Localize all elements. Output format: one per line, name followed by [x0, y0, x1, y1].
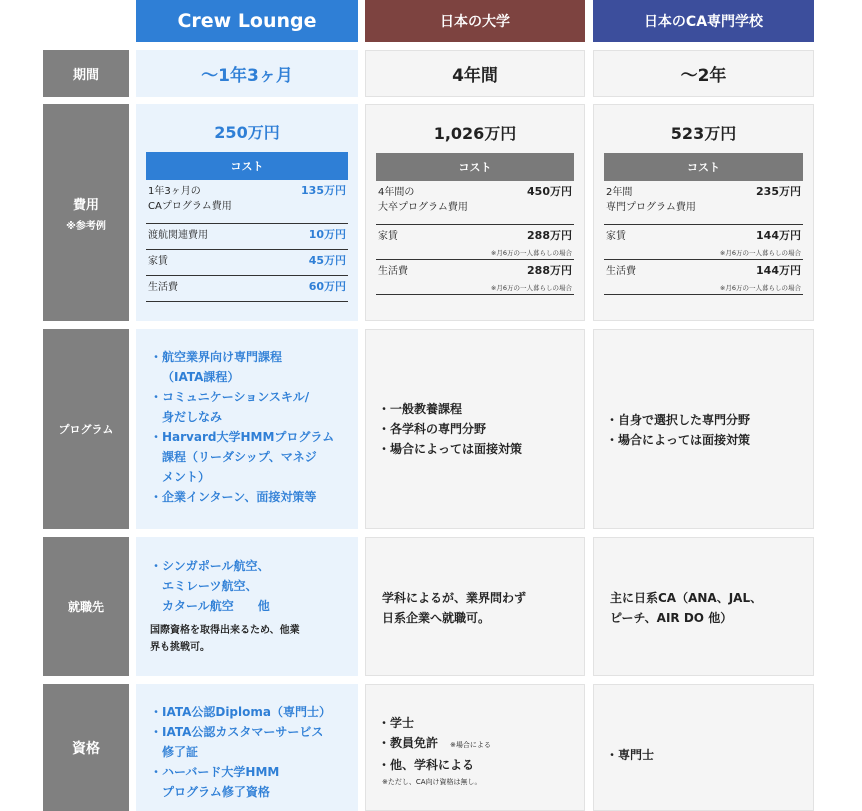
qualification-footnote: ※ただし、CA向け資格は無し。	[382, 778, 482, 786]
cost-item-amount: 45万円	[308, 254, 346, 267]
list-item: ・ハーバード大学HMM プログラム修了資格	[150, 765, 280, 799]
cost-item	[604, 225, 803, 260]
header-crew-lounge	[136, 0, 358, 42]
employment-ca-school	[593, 537, 814, 676]
list-item: ・IATA公認Diploma（専門士）	[150, 705, 331, 719]
qualification-list	[606, 745, 813, 765]
cost-total: 250万円	[214, 123, 280, 142]
qualification-crew-lounge	[136, 684, 358, 811]
header-ca-school	[593, 0, 814, 42]
list-item: ・学士	[378, 716, 415, 730]
cost-bar	[146, 152, 348, 180]
list-item: ・企業インターン、面接対策等	[150, 490, 317, 504]
qualification-list	[150, 702, 358, 802]
cost-item-amount: 60万円	[308, 280, 346, 293]
period-university	[365, 50, 585, 97]
cost-item-amount: 135万円	[301, 184, 346, 197]
list-item: ・航空業界向け専門課程 （IATA課程）	[150, 350, 283, 384]
list-item: ・自身で選択した専門分野	[606, 413, 751, 427]
list-item: ・場合によっては面接対策	[606, 433, 751, 447]
cost-item-amount: 144万円	[756, 229, 801, 242]
row-label-qualification-text: 資格	[72, 740, 100, 757]
cost-item-note: ※月6万の一人暮らしの場合	[490, 249, 572, 257]
qualification-university	[365, 684, 585, 811]
cost-item-label: 4年間の 大卒プログラム費用	[378, 187, 468, 213]
cost-item-label: 家賃	[378, 231, 398, 242]
cost-item-note: ※月6万の一人暮らしの場合	[719, 249, 801, 257]
list-item-text: ・教員免許	[378, 736, 439, 750]
cost-item-label: 生活費	[378, 266, 408, 277]
cost-bar-label: コスト	[687, 161, 720, 174]
program-university	[365, 329, 585, 529]
cost-bar	[376, 153, 574, 181]
list-item: ・コミュニケーションスキル/ 身だしなみ	[150, 390, 310, 424]
cost-crew-lounge	[136, 104, 358, 321]
list-item: ・一般教養課程	[378, 402, 463, 416]
list-item: ・シンガポール航空、 エミレーツ航空、 カタール航空 他	[150, 559, 270, 613]
cost-item-label: 1年3ヶ月の CAプログラム費用	[148, 186, 232, 212]
inline-note: ※場合による	[450, 741, 491, 749]
cost-item-amount: 235万円	[756, 185, 801, 198]
cost-item-label: 家賃	[606, 231, 626, 242]
cost-bar-label: コスト	[458, 161, 492, 174]
header-university	[365, 0, 585, 42]
program-list	[378, 399, 584, 459]
period-crew-lounge-value: 〜1年3ヶ月	[201, 66, 293, 86]
list-item: ・他、学科による	[378, 758, 475, 772]
cost-total: 1,026万円	[433, 124, 517, 143]
list-item: ・場合によっては面接対策	[378, 442, 523, 456]
cost-item	[146, 180, 348, 224]
row-label-period-text: 期間	[72, 68, 99, 83]
employment-university	[365, 537, 585, 676]
cost-item-label: 生活費	[606, 266, 636, 277]
header-crew-lounge-label: Crew Lounge	[177, 10, 317, 32]
cost-total: 523万円	[670, 124, 737, 143]
cost-item-label: 生活費	[148, 282, 178, 293]
cost-item	[146, 276, 348, 302]
cost-bar-label: コスト	[230, 160, 264, 173]
cost-item-amount: 288万円	[527, 264, 572, 277]
employment-text: 学科によるが、業界問わず 日系企業へ就職可。	[382, 591, 527, 625]
list-item	[378, 733, 584, 755]
cost-item	[146, 224, 348, 250]
cost-item-label: 渡航関連費用	[148, 230, 208, 241]
row-label-employment-text: 就職先	[67, 600, 104, 614]
period-crew-lounge	[136, 50, 358, 97]
employment-note: 国際資格を取得出来るため、他業 界も挑戦可。	[150, 625, 300, 653]
program-list	[606, 410, 813, 450]
employment-text: 主に日系CA（ANA、JAL、 ピーチ、AIR DO 他）	[610, 591, 763, 625]
list-item: ・Harvard大学HMMプログラム 課程（リーダシップ、マネジ メント）	[150, 430, 335, 484]
cost-item	[604, 181, 803, 225]
header-university-label: 日本の大学	[440, 14, 510, 30]
period-university-value: 4年間	[452, 66, 498, 86]
cost-item	[604, 260, 803, 295]
row-label-cost-text: 費用	[72, 197, 99, 213]
list-item: ・各学科の専門分野	[378, 422, 487, 436]
cost-item	[146, 250, 348, 276]
cost-item-amount: 144万円	[756, 264, 801, 277]
program-crew-lounge	[136, 329, 358, 529]
cost-ca-school	[593, 104, 814, 321]
row-label-cost	[43, 104, 129, 321]
cost-item-amount: 288万円	[527, 229, 572, 242]
row-label-qualification	[43, 684, 129, 811]
qualification-list	[378, 713, 584, 775]
period-ca-school-value: 〜2年	[680, 66, 727, 86]
employment-list	[150, 556, 358, 616]
qualification-ca-school	[593, 684, 814, 811]
row-label-program	[43, 329, 129, 529]
list-item: ・IATA公認カスタマーサービス 修了証	[150, 725, 324, 759]
period-ca-school	[593, 50, 814, 97]
cost-item	[376, 260, 574, 295]
cost-item	[376, 181, 574, 225]
cost-item-note: ※月6万の一人暮らしの場合	[719, 284, 801, 292]
cost-item-label: 2年間 専門プログラム費用	[606, 187, 696, 213]
row-label-employment	[43, 537, 129, 676]
header-ca-school-label: 日本のCA専門学校	[643, 14, 764, 30]
cost-item-amount: 450万円	[527, 185, 572, 198]
cost-item	[376, 225, 574, 260]
cost-bar	[604, 153, 803, 181]
program-ca-school	[593, 329, 814, 529]
program-list	[150, 347, 358, 507]
list-item: ・専門士	[606, 748, 655, 762]
row-label-period	[43, 50, 129, 97]
cost-item-label: 家賃	[148, 256, 168, 267]
cost-item-note: ※月6万の一人暮らしの場合	[490, 284, 572, 292]
employment-crew-lounge	[136, 537, 358, 676]
row-label-program-text: プログラム	[58, 423, 114, 436]
cost-item-amount: 10万円	[308, 228, 346, 241]
cost-university	[365, 104, 585, 321]
row-label-cost-subtext: ※参考例	[66, 220, 106, 232]
